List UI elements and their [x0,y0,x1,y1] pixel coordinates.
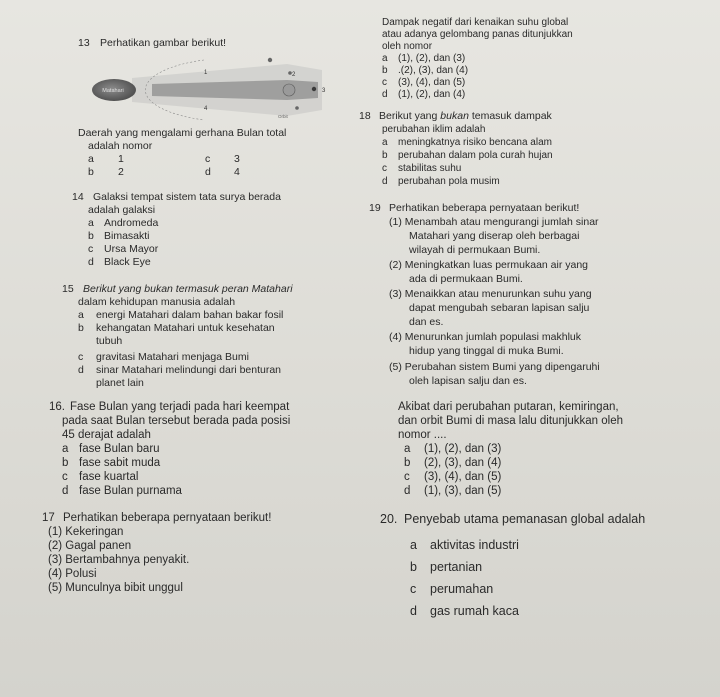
q13-option-c-letter: c [205,153,211,165]
q13-option-a-letter: a [88,153,94,165]
q17-item-4: (4) Polusi [48,568,97,580]
q14-option-a-text: Andromeda [104,217,159,229]
fig-label-orbit: Orbit [278,114,288,119]
q16-number: 16. [49,401,65,413]
q19-number: 19 [369,202,381,214]
q19-statement-3-cont: dapat mengubah sebaran lapisan salju [409,302,590,314]
q20-option-d-text: gas rumah kaca [430,604,519,618]
q20-number: 20. [380,512,398,526]
q19-option-c-letter: c [404,471,410,483]
q14-option-b-letter: b [88,230,94,242]
q16-line3: 45 derajat adalah [62,429,151,441]
q17-option-d-text: (1), (2), dan (4) [398,89,466,100]
eclipse-diagram [92,48,338,124]
q16-option-b-text: fase sabit muda [79,457,161,469]
q15-option-d-letter: d [78,364,84,376]
q17-item-1: (1) Kekeringan [48,526,124,538]
q17-option-c-text: (3), (4), dan (5) [398,77,466,88]
q19-option-c-text: (3), (4), dan (5) [424,471,502,483]
q20-option-d-letter: d [410,604,417,618]
q17-item-3: (3) Bertambahnya penyakit. [48,554,190,566]
q16-option-c-text: fase kuartal [79,471,139,483]
q14-option-d-text: Black Eye [104,256,151,268]
q16-option-b-letter: b [62,457,69,469]
q19-statement-4: (4) Menurunkan jumlah populasi makhluk [389,331,582,343]
q16-option-d-text: fase Bulan purnama [79,485,182,497]
q13-option-a-text: 1 [118,153,124,165]
q18-option-c-text: stabilitas suhu [398,163,462,174]
q19-statement-1-cont2: wilayah di permukaan Bumi. [409,244,541,256]
q19-statement-5: (5) Perubahan sistem Bumi yang dipengaruhi [389,361,600,373]
q19-statement-2: (2) Meningkatkan luas permukaan air yang [389,259,589,271]
q14-option-c-text: Ursa Mayor [104,243,159,255]
q19-cont-line2: dan orbit Bumi di masa lalu ditunjukkan oleh [398,415,624,427]
q20-option-c-text: perumahan [430,582,494,596]
q14-number: 14 [72,191,84,203]
fig-label-2: 2 [292,72,296,78]
q13-option-c-text: 3 [234,153,240,165]
q17-option-a-text: (1), (2), dan (3) [398,53,466,64]
q14-option-b-text: Bimasakti [104,230,150,242]
q17-item-5: (5) Munculnya bibit unggul [48,582,183,594]
q18-option-d-text: perubahan pola musim [398,176,500,187]
q18-option-c-letter: c [382,163,387,174]
moon-position-4-icon [295,106,299,110]
q15-option-b-text: kehangatan Matahari untuk kesehatan [96,322,275,334]
q18-line1: Berikut yang bukan temasuk dampak [379,110,552,122]
q19-stem: Perhatikan beberapa pernyataan berikut! [389,202,580,214]
earth-icon [283,84,295,96]
q19-option-d-text: (1), (3), dan (5) [424,485,502,497]
q19-cont-line1: Akibat dari perubahan putaran, kemiringan, [398,401,619,413]
q15-option-b-letter: b [78,322,84,334]
q17-option-b-text: .(2), (3), dan (4) [398,65,469,76]
q17-number: 17 [42,512,55,524]
q15-number: 15 [62,283,74,295]
q13-question: Daerah yang mengalami gerhana Bulan total [78,127,287,139]
q15-option-c-text: gravitasi Matahari menjaga Bumi [96,351,249,363]
moon-position-1-icon [268,58,272,62]
q18-number: 18 [359,110,371,122]
q19-statement-3-cont2: dan es. [409,316,444,328]
q20-option-a-letter: a [410,538,417,552]
q17-cont-line3: oleh nomor [382,41,433,52]
q15-option-d-text: sinar Matahari melindungi dari benturan [96,364,282,376]
q13-question-cont: adalah nomor [88,140,153,152]
q17-cont-line2: atau adanya gelombang panas ditunjukkan [382,29,573,40]
q15-option-b-text-cont: tubuh [96,335,123,347]
q18-option-b-letter: b [382,150,388,161]
q15-option-c-letter: c [78,351,84,363]
q16-line1: Fase Bulan yang terjadi pada hari keempat [70,401,290,413]
q16-option-a-letter: a [62,443,69,455]
q14-option-c-letter: c [88,243,94,255]
q19-cont-line3: nomor .... [398,429,447,441]
q18-option-a-text: meningkatnya risiko bencana alam [398,137,552,148]
q16-option-d-letter: d [62,485,69,497]
q15-line2: dalam kehidupan manusia adalah [78,296,236,308]
q18-line2: perubahan iklim adalah [382,124,486,135]
q17-option-b-letter: b [382,65,388,76]
q20-option-a-text: aktivitas industri [430,538,519,552]
q13-number: 13 [78,37,90,49]
q15-option-d-text-cont: planet lain [96,377,144,389]
q14-option-d-letter: d [88,256,94,268]
q19-statement-2-cont: ada di permukaan Bumi. [409,273,523,285]
q19-statement-4-cont: hidup yang tinggal di muka Bumi. [409,345,564,357]
q19-option-b-letter: b [404,457,411,469]
q17-option-c-letter: c [382,77,387,88]
q19-statement-5-cont: oleh lapisan salju dan es. [409,375,527,387]
q13-stem: Perhatikan gambar berikut! [100,37,227,49]
q19-option-a-letter: a [404,443,411,455]
q13-option-b-letter: b [88,166,94,178]
q19-option-d-letter: d [404,485,411,497]
q18-option-b-text: perubahan dalam pola curah hujan [398,150,553,161]
q13-option-b-text: 2 [118,166,124,178]
q13-option-d-text: 4 [234,166,240,178]
q14-line1: Galaksi tempat sistem tata surya berada [93,191,281,203]
q16-option-c-letter: c [62,471,68,483]
q19-statement-1-cont: Matahari yang diserap oleh berbagai [409,230,580,242]
q14-line2: adalah galaksi [88,204,156,216]
q16-line2: pada saat Bulan tersebut berada pada posisi [62,415,291,427]
fig-label-1: 1 [204,70,208,76]
q20-option-b-letter: b [410,560,417,574]
q20-option-b-text: pertanian [430,560,483,574]
q15-option-a-letter: a [78,309,84,321]
q14-option-a-letter: a [88,217,94,229]
q20-stem: Penyebab utama pemanasan global adalah [404,512,646,526]
q19-statement-1: (1) Menambah atau mengurangi jumlah sinar [389,216,599,228]
q17-option-d-letter: d [382,89,388,100]
q18-option-d-letter: d [382,176,388,187]
moon-position-3-icon [312,87,316,91]
q19-statement-3: (3) Menaikkan atau menurunkan suhu yang [389,288,592,300]
q17-stem: Perhatikan beberapa pernyataan berikut! [63,512,272,524]
q15-option-a-text: energi Matahari dalam bahan bakar fosil [96,309,284,321]
q15-line1: Berikut yang bukan termasuk peran Matahari [83,283,293,295]
q19-option-a-text: (1), (2), dan (3) [424,443,502,455]
q20-option-c-letter: c [410,582,417,596]
q13-option-d-letter: d [205,166,211,178]
fig-label-3: 3 [322,88,326,94]
q17-item-2: (2) Gagal panen [48,540,132,552]
sun-label: Matahari [102,88,124,94]
q17-cont-line1: Dampak negatif dari kenaikan suhu global [382,17,569,28]
q18-option-a-letter: a [382,137,388,148]
q19-option-b-text: (2), (3), dan (4) [424,457,502,469]
fig-label-4: 4 [204,106,208,112]
q16-option-a-text: fase Bulan baru [79,443,160,455]
q17-option-a-letter: a [382,53,388,64]
